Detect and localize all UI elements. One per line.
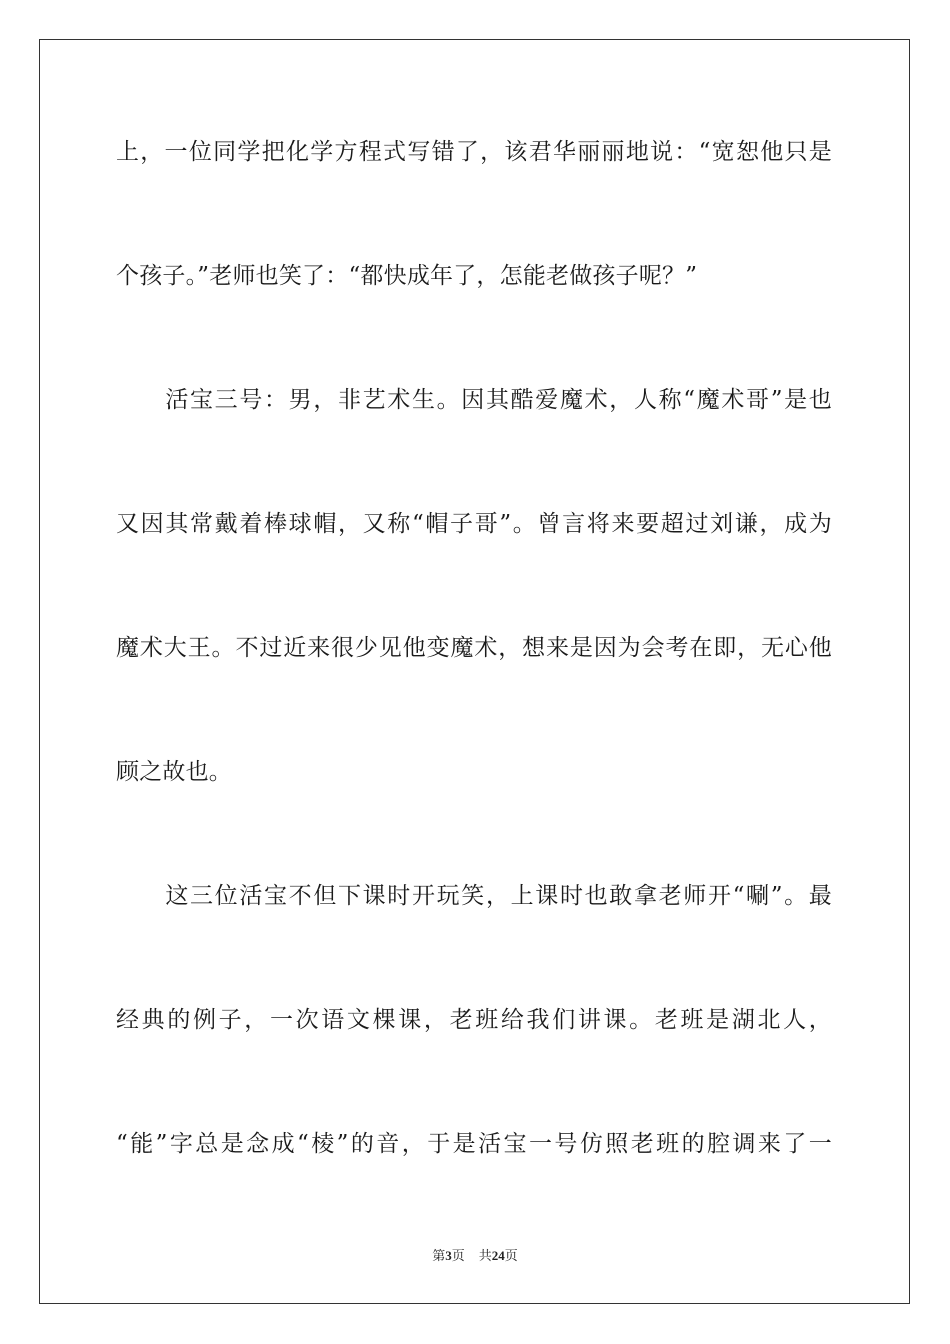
page-footer <box>0 1247 950 1266</box>
paragraph-start-line: 活宝三号：男，非艺术生。因其酷爱魔术，人称“魔术哥”是也 <box>116 387 832 413</box>
page-suffix: 页 <box>451 1249 465 1264</box>
total-suffix: 页 <box>504 1249 518 1264</box>
text-line: 上，一位同学把化学方程式写错了，该君华丽丽地说：“宽恕他只是 <box>116 139 832 165</box>
page-number: 3 <box>445 1248 452 1263</box>
page-border <box>39 39 910 1304</box>
total-prefix: 共 <box>478 1249 492 1264</box>
page-prefix: 第 <box>432 1249 446 1264</box>
text-line: 顾之故也。 <box>116 759 232 785</box>
text-line: 个孩子。”老师也笑了：“都快成年了，怎能老做孩子呢？” <box>116 263 698 289</box>
text-line: 经典的例子，一次语文棵课，老班给我们讲课。老班是湖北人， <box>116 1007 832 1033</box>
text-line: 魔术大王。不过近来很少见他变魔术，想来是因为会考在即，无心他 <box>116 635 832 661</box>
total-pages: 24 <box>491 1248 505 1263</box>
text-line: “能”字总是念成“棱”的音，于是活宝一号仿照老班的腔调来了一 <box>116 1131 832 1157</box>
paragraph-start-line: 这三位活宝不但下课时开玩笑，上课时也敢拿老师开“唰”。最 <box>116 883 832 909</box>
text-line: 又因其常戴着棒球帽，又称“帽子哥”。曾言将来要超过刘谦，成为 <box>116 511 832 537</box>
